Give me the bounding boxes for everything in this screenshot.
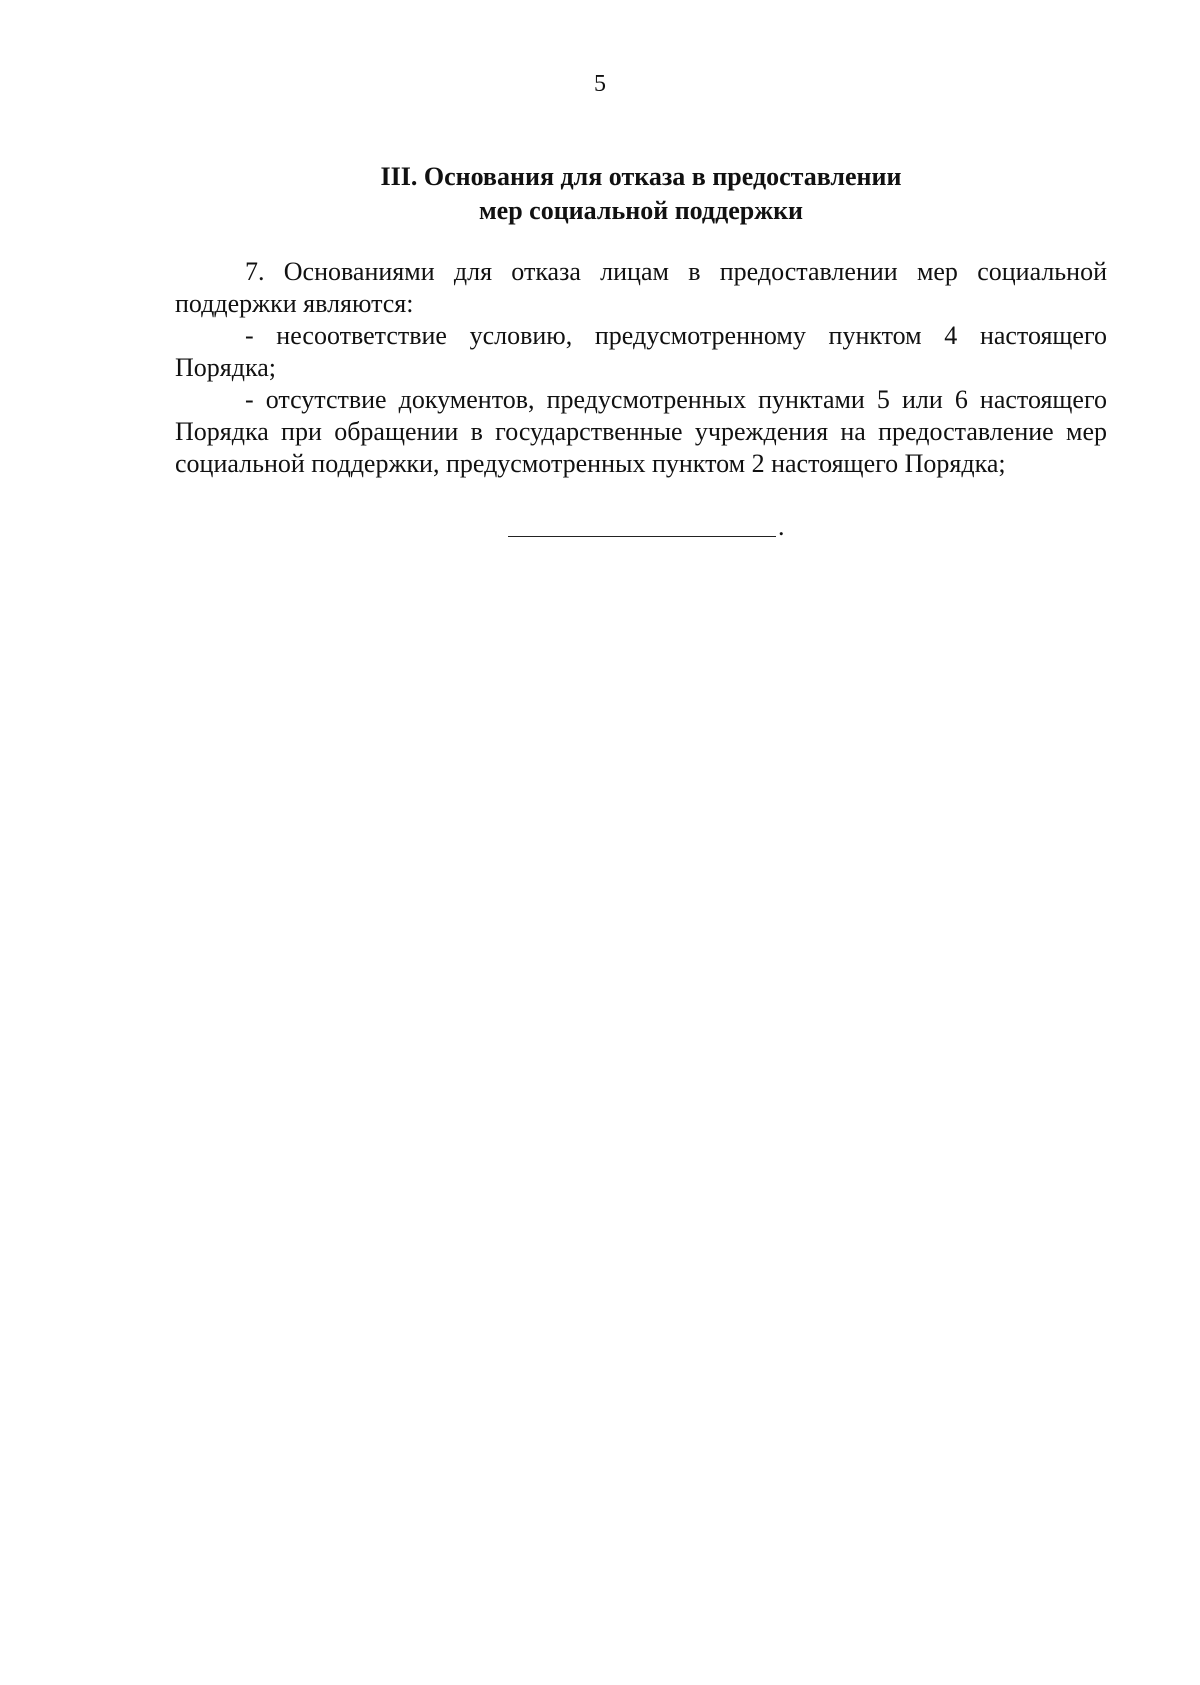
closing-terminator: .	[778, 512, 785, 541]
section-title-line-1: III. Основания для отказа в предоставлении	[380, 162, 902, 191]
paragraph-missing-documents: - отсутствие документов, предусмотренных пунктами 5 или 6 настоящего Порядка при обращении в государственные учреждения на предоставление мер социальной поддержки, предусмотренных пунктом 2 настоящего Порядка;	[175, 385, 1107, 478]
paragraph-condition-mismatch: - несоответствие условию, предусмотренному пунктом 4 настоящего Порядка;	[175, 321, 1107, 382]
closing-divider	[508, 536, 776, 538]
section-title-line-2: мер социальной поддержки	[478, 196, 804, 225]
paragraph-item-7: 7. Основаниями для отказа лицам в предоставлении мер социальной поддержки являются:	[175, 257, 1107, 318]
body-text	[175, 256, 1107, 480]
page-number: 5	[594, 71, 606, 97]
section-title	[175, 160, 1107, 228]
